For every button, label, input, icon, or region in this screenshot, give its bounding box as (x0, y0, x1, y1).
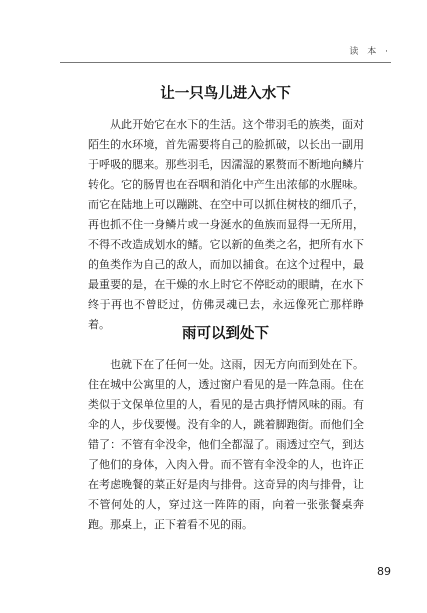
header-rule (60, 62, 391, 63)
section-title-rain: 雨可以到处下 (182, 325, 269, 342)
section-title-bird: 让一只鸟儿进入水下 (160, 85, 291, 102)
running-header: 读 本 · (349, 47, 391, 57)
section-paragraph-rain: 也就下在了任何一处。这雨，因无方向而到处在下。住在城中公寓里的人，透过窗户看见的是一阵急雨。住在类似于文保单位里的人，看见的是古典抒情风味的雨。有伞的人，步伐要慢。没有伞的人，跳着脚跑街。而他们全错了：不管有伞没伞，他们全都湿了。雨透过空气，到达了他们的身体，入肉入骨。而不管有伞没伞的人，也许正在考虑晚餐的菜正好是肉与排骨。这奇异的肉与排骨，让不管何处的人，穿过这一阵阵的雨，向着一张张餐桌奔跑。那桌上，正下着看不见的雨。 (88, 358, 364, 531)
page-number: 89 (377, 565, 391, 578)
section-paragraph-bird: 从此开始它在水下的生活。这个带羽毛的族类，面对陌生的水环境，首先需要将自己的脸抓破，以长出一副用于呼吸的腮来。那些羽毛，因濡湿的累赘而不断地向鳞片转化。它的肠胃也在吞咽和消化中产生出浓郁的水腥味。而它在陆地上可以蹦跳、在空中可以抓住树枝的细爪子，再也抓不住一身鳞片或一身涎水的鱼族而显得一无所用，不得不改造成划水的鳍。它以新的鱼类之名，把所有水下的鱼类作为自己的敌人，而加以捕食。在这个过程中，最最重要的是，在干燥的水上时它不停眨动的眼睛，在水下终于再也不曾眨过，仿佛灵魂已去，永远像死亡那样睁着。 (88, 118, 364, 331)
